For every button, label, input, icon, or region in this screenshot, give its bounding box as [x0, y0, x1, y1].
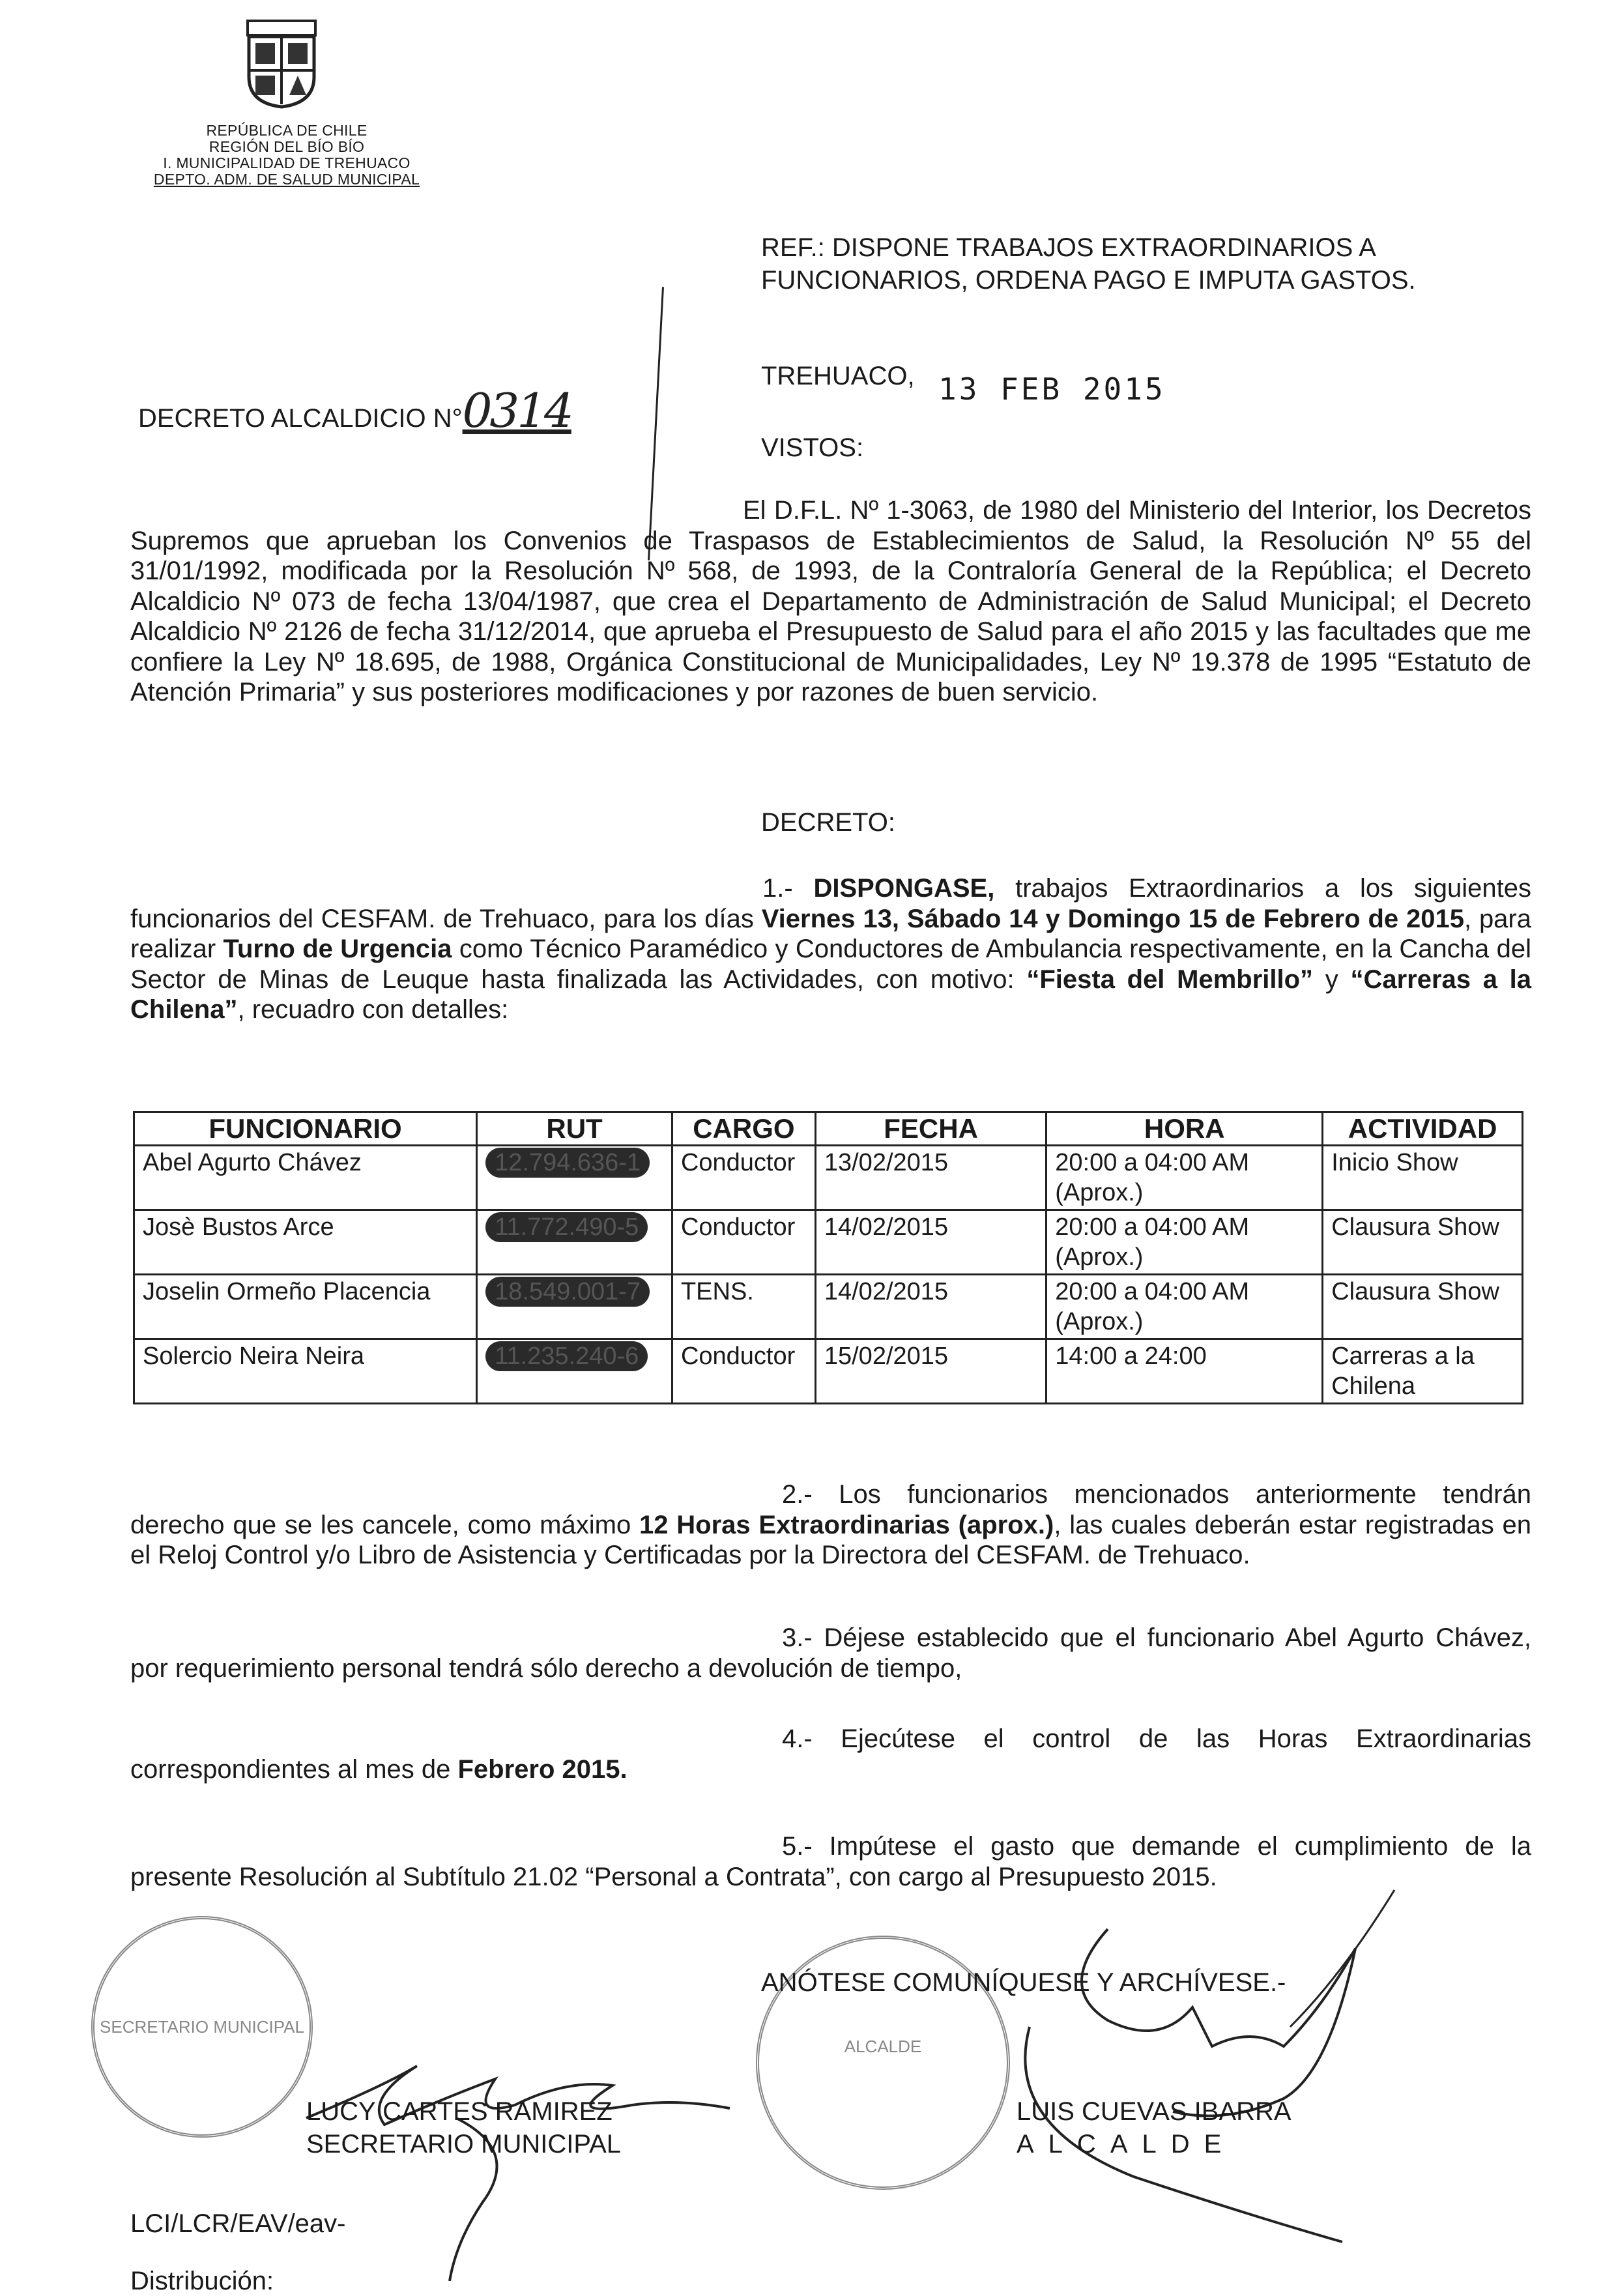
- item-number: 3.-: [782, 1623, 813, 1652]
- signatory-right: [1017, 2095, 1291, 2160]
- vistos-heading: VISTOS:: [761, 433, 864, 462]
- date-stamp: 13 FEB 2015: [938, 371, 1166, 407]
- column-header: RUT: [477, 1112, 672, 1146]
- text: Impútese el gasto que demande el cumplimiento de la presente Resolución al Subtítulo 21.02 “Personal a Contrata”, con cargo al Presupuesto 2015.: [130, 1832, 1531, 1891]
- bold-text: 12 Horas Extraordinarias (aprox.): [639, 1510, 1054, 1539]
- column-header: FUNCIONARIO: [134, 1112, 477, 1146]
- column-header: FECHA: [815, 1112, 1046, 1146]
- ref-text: DISPONE TRABAJOS EXTRAORDINARIOS A FUNCIONARIOS, ORDENA PAGO E IMPUTA GASTOS.: [761, 233, 1416, 295]
- cell-actividad: Inicio Show: [1323, 1146, 1523, 1210]
- vistos-paragraph: El D.F.L. Nº 1-3063, de 1980 del Ministerio del Interior, los Decretos Supremos que aprueban los Convenios de Traspasos de Establecimientos de Salud, la Resolución Nº 55 del 31/01/1992, modificada por la Resolución Nº 568, de 1993, de la Contraloría General de la República; el Decreto Alcaldicio Nº 073 de fecha 13/04/1987, que crea el Departamento de Administración de Salud Municipal; el Decreto Alcaldicio Nº 2126 de fecha 31/12/2014, que aprueba el Presupuesto de Salud para el año 2015 y las facultades que me confiere la Ley Nº 18.695, de 1988, Orgánica Constitucional de Municipalidades, Ley Nº 19.378 de 1995 “Estatuto de Atención Primaria” y sus posteriores modificaciones y por razones de buen servicio.: [130, 496, 1531, 706]
- staff-table: [133, 1111, 1523, 1404]
- distribution-label: Distribución:: [130, 2267, 274, 2295]
- item-number: 1.-: [762, 874, 793, 903]
- text: como Técnico Paramédico y Conductores de Ambulancia respectivamente, en la Cancha del Sector de Minas de Leuque hasta finalizada las Actividades, con motivo:: [130, 935, 1531, 994]
- text: Déjese establecido que el funcionario Abel Agurto Chávez, por requerimiento personal tendrá sólo derecho a devolución de tiempo,: [130, 1623, 1531, 1683]
- table-row: [134, 1275, 1523, 1339]
- cell-funcionario: Joselin Ormeño Placencia: [134, 1275, 477, 1339]
- signatory-title: ALCALDE: [1017, 2130, 1236, 2158]
- cell-actividad: Clausura Show: [1323, 1275, 1523, 1339]
- cell-funcionario: Solercio Neira Neira: [134, 1339, 477, 1404]
- cell-funcionario: Abel Agurto Chávez: [134, 1146, 477, 1210]
- item-5: [130, 1831, 1531, 1892]
- reference-block: [761, 231, 1452, 297]
- table-row: [134, 1146, 1523, 1210]
- cell-actividad: Clausura Show: [1323, 1210, 1523, 1275]
- cell-rut: [477, 1146, 672, 1210]
- bold-text: Viernes 13, Sábado 14 y Domingo 15 de Febrero de 2015: [761, 904, 1464, 933]
- text: y: [1313, 965, 1351, 994]
- redacted-rut: 11.772.490-5: [485, 1212, 648, 1242]
- table-row: [134, 1210, 1523, 1275]
- cell-cargo: Conductor: [672, 1339, 815, 1404]
- table-row: [134, 1339, 1523, 1404]
- cell-hora: 14:00 a 24:00: [1046, 1339, 1323, 1404]
- cell-hora: 20:00 a 04:00 AM (Aprox.): [1046, 1275, 1323, 1339]
- cell-hora: 20:00 a 04:00 AM (Aprox.): [1046, 1146, 1323, 1210]
- ref-label: REF.:: [761, 233, 825, 262]
- header-line: REGIÓN DEL BÍO BÍO: [209, 138, 365, 155]
- seal-text: ALCALDE: [844, 2037, 922, 2056]
- bold-text: DISPONGASE,: [813, 874, 995, 903]
- text: Los funcionarios mencionados anteriormente tendrán derecho que se les cancele, como máximo: [130, 1480, 1531, 1539]
- cell-funcionario: Josè Bustos Arce: [134, 1210, 477, 1275]
- cell-actividad: Carreras a la Chilena: [1323, 1339, 1523, 1404]
- cell-fecha: 14/02/2015: [815, 1210, 1046, 1275]
- cell-fecha: 13/02/2015: [815, 1146, 1046, 1210]
- text: Ejecútese el control de las Horas Extraordinarias correspondientes al mes de: [130, 1724, 1531, 1784]
- item-1: [130, 873, 1531, 1025]
- redacted-rut: 18.549.001-7: [485, 1277, 650, 1307]
- item-2: [130, 1479, 1531, 1571]
- decree-number: [138, 383, 571, 438]
- item-number: 4.-: [782, 1724, 813, 1753]
- signature-right-icon: [977, 1877, 1434, 2268]
- header-line: REPÚBLICA DE CHILE: [206, 122, 368, 139]
- signatory-title: SECRETARIO MUNICIPAL: [306, 2130, 622, 2158]
- header-line: I. MUNICIPALIDAD DE TREHUACO: [163, 154, 411, 171]
- cell-cargo: TENS.: [672, 1275, 815, 1339]
- column-header: CARGO: [672, 1112, 815, 1146]
- cell-cargo: Conductor: [672, 1210, 815, 1275]
- signatory-name: LUIS CUEVAS IBARRA: [1017, 2097, 1291, 2126]
- cell-rut: [477, 1210, 672, 1275]
- item-number: 5.-: [782, 1832, 813, 1861]
- table-header-row: [134, 1112, 1523, 1146]
- text: , las cuales deberán estar registradas en el Reloj Control y/o Libro de Asistencia y Certificadas por la Directora del CESFAM. de Trehuaco.: [130, 1510, 1531, 1569]
- place: TREHUACO,: [761, 362, 915, 390]
- text: , para realizar: [130, 904, 1531, 963]
- decreto-heading: DECRETO:: [761, 808, 895, 837]
- cell-cargo: Conductor: [672, 1146, 815, 1210]
- cell-fecha: 15/02/2015: [815, 1339, 1046, 1404]
- decree-label: DECRETO ALCALDICIO N°: [138, 404, 463, 433]
- seal-text: SECRETARIO MUNICIPAL: [100, 2017, 304, 2037]
- signatory-left: [306, 2095, 621, 2160]
- closing-formula: ANÓTESE COMUNÍQUESE Y ARCHÍVESE.-: [761, 1968, 1286, 1997]
- text: trabajos Extraordinarios a los siguientes funcionarios del CESFAM. de Trehuaco, para los días: [130, 874, 1531, 933]
- item-3: [130, 1623, 1531, 1683]
- item-4: [130, 1724, 1531, 1784]
- column-header: HORA: [1046, 1112, 1323, 1146]
- text: , recuadro con detalles:: [237, 995, 509, 1024]
- cell-rut: [477, 1339, 672, 1404]
- bold-text: Turno de Urgencia: [223, 935, 452, 963]
- redacted-rut: 12.794.636-1: [485, 1148, 650, 1178]
- bold-text: Febrero 2015.: [457, 1754, 628, 1784]
- institution-header: [137, 123, 437, 188]
- cell-hora: 20:00 a 04:00 AM (Aprox.): [1046, 1210, 1323, 1275]
- municipal-seal-left: [91, 1916, 313, 2138]
- bold-text: “Fiesta del Membrillo”: [1026, 965, 1314, 994]
- decree-handwritten-number: 0314: [462, 383, 571, 438]
- item-number: 2.-: [782, 1480, 813, 1509]
- column-header: ACTIVIDAD: [1323, 1112, 1523, 1146]
- redacted-rut: 11.235.240-6: [485, 1341, 648, 1371]
- coat-of-arms-icon: [242, 18, 321, 109]
- bold-text: “Carreras a la Chilena”: [130, 965, 1532, 1024]
- header-line: DEPTO. ADM. DE SALUD MUNICIPAL: [153, 171, 420, 188]
- cell-fecha: 14/02/2015: [815, 1275, 1046, 1339]
- initials: LCI/LCR/EAV/eav-: [130, 2209, 346, 2238]
- cell-rut: [477, 1275, 672, 1339]
- signatory-name: LUCY CARTES RAMIREZ: [306, 2097, 613, 2126]
